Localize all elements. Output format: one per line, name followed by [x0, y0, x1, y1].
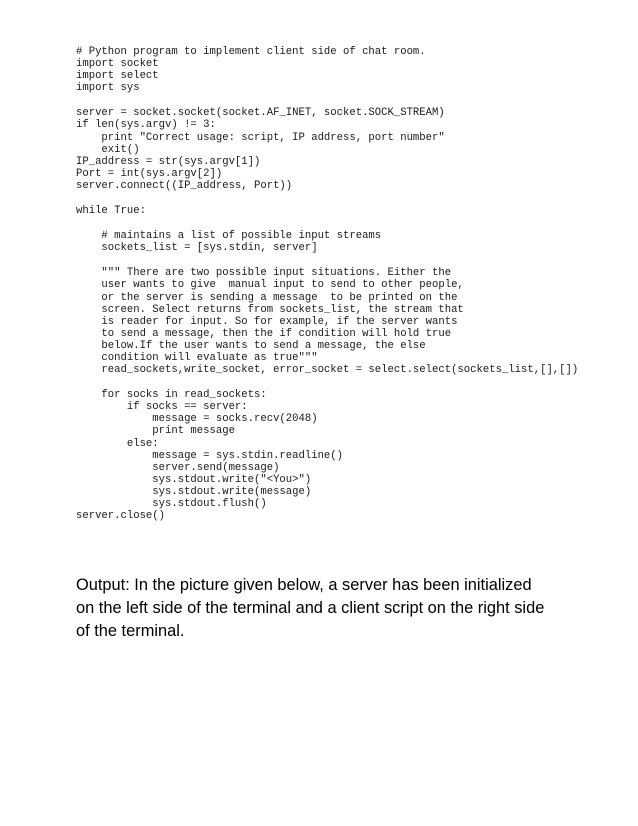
- code-block-loop: [76, 205, 616, 217]
- code-block-imports: [76, 46, 616, 94]
- code-line: to send a message, then the if condition will hold true: [76, 327, 452, 340]
- code-line: read_sockets,write_socket, error_socket = select.select(sockets_list,[],[]): [76, 364, 579, 377]
- code-line: below.If the user wants to send a message, the else: [76, 339, 426, 352]
- code-line: if socks == server:: [76, 401, 248, 414]
- code-block-handler: [76, 389, 616, 522]
- code-block-setup: [76, 107, 616, 192]
- code-line: # maintains a list of possible input streams: [76, 230, 382, 243]
- output-line: Output: In the picture given below, a server has been initialized: [76, 576, 532, 594]
- code-line: server.send(message): [76, 461, 280, 474]
- output-line: of the terminal.: [76, 622, 185, 640]
- code-line: sys.stdout.write(message): [76, 485, 312, 498]
- code-blank-line: [76, 254, 616, 267]
- code-block-streams: [76, 230, 616, 254]
- code-line: import select: [76, 70, 159, 83]
- output-paragraph: [76, 574, 576, 643]
- code-line: """ There are two possible input situations. Either the: [76, 267, 452, 280]
- code-line: message = socks.recv(2048): [76, 413, 318, 426]
- code-line: if len(sys.argv) != 3:: [76, 119, 216, 132]
- code-line: print "Correct usage: script, IP address, port number": [76, 131, 445, 144]
- code-line: while True:: [76, 205, 146, 218]
- code-line: # Python program to implement client side of chat room.: [76, 46, 426, 58]
- code-line: else:: [76, 437, 159, 450]
- code-line: for socks in read_sockets:: [76, 389, 267, 402]
- code-line: sys.stdout.flush(): [76, 498, 267, 510]
- code-line: server.close(): [76, 510, 166, 523]
- code-blank-line: [76, 192, 616, 205]
- code-line: server.connect((IP_address, Port)): [76, 179, 293, 192]
- code-line: message = sys.stdin.readline(): [76, 449, 344, 462]
- code-line: exit(): [76, 143, 140, 156]
- code-line: IP_address = str(sys.argv[1]): [76, 155, 261, 168]
- code-line: sys.stdout.write("<You>"): [76, 473, 312, 486]
- code-line: sockets_list = [sys.stdin, server]: [76, 242, 318, 255]
- code-block-docstring: [76, 267, 616, 376]
- code-line: condition will evaluate as true""": [76, 351, 318, 364]
- code-line: screen. Select returns from sockets_list, the stream that: [76, 303, 464, 316]
- code-line: import socket: [76, 58, 159, 71]
- code-listing: [76, 46, 616, 522]
- code-line: user wants to give manual input to send to other people,: [76, 279, 464, 292]
- output-line: on the left side of the terminal and a client script on the right side: [76, 599, 545, 617]
- code-line: import sys: [76, 82, 140, 95]
- code-line: or the server is sending a message to be printed on the: [76, 291, 458, 304]
- code-blank-line: [76, 217, 616, 230]
- code-blank-line: [76, 376, 616, 389]
- code-blank-line: [76, 94, 616, 107]
- code-line: server = socket.socket(socket.AF_INET, socket.SOCK_STREAM): [76, 107, 445, 120]
- code-line: is reader for input. So for example, if the server wants: [76, 315, 458, 328]
- code-line: print message: [76, 425, 235, 438]
- code-line: Port = int(sys.argv[2]): [76, 167, 223, 180]
